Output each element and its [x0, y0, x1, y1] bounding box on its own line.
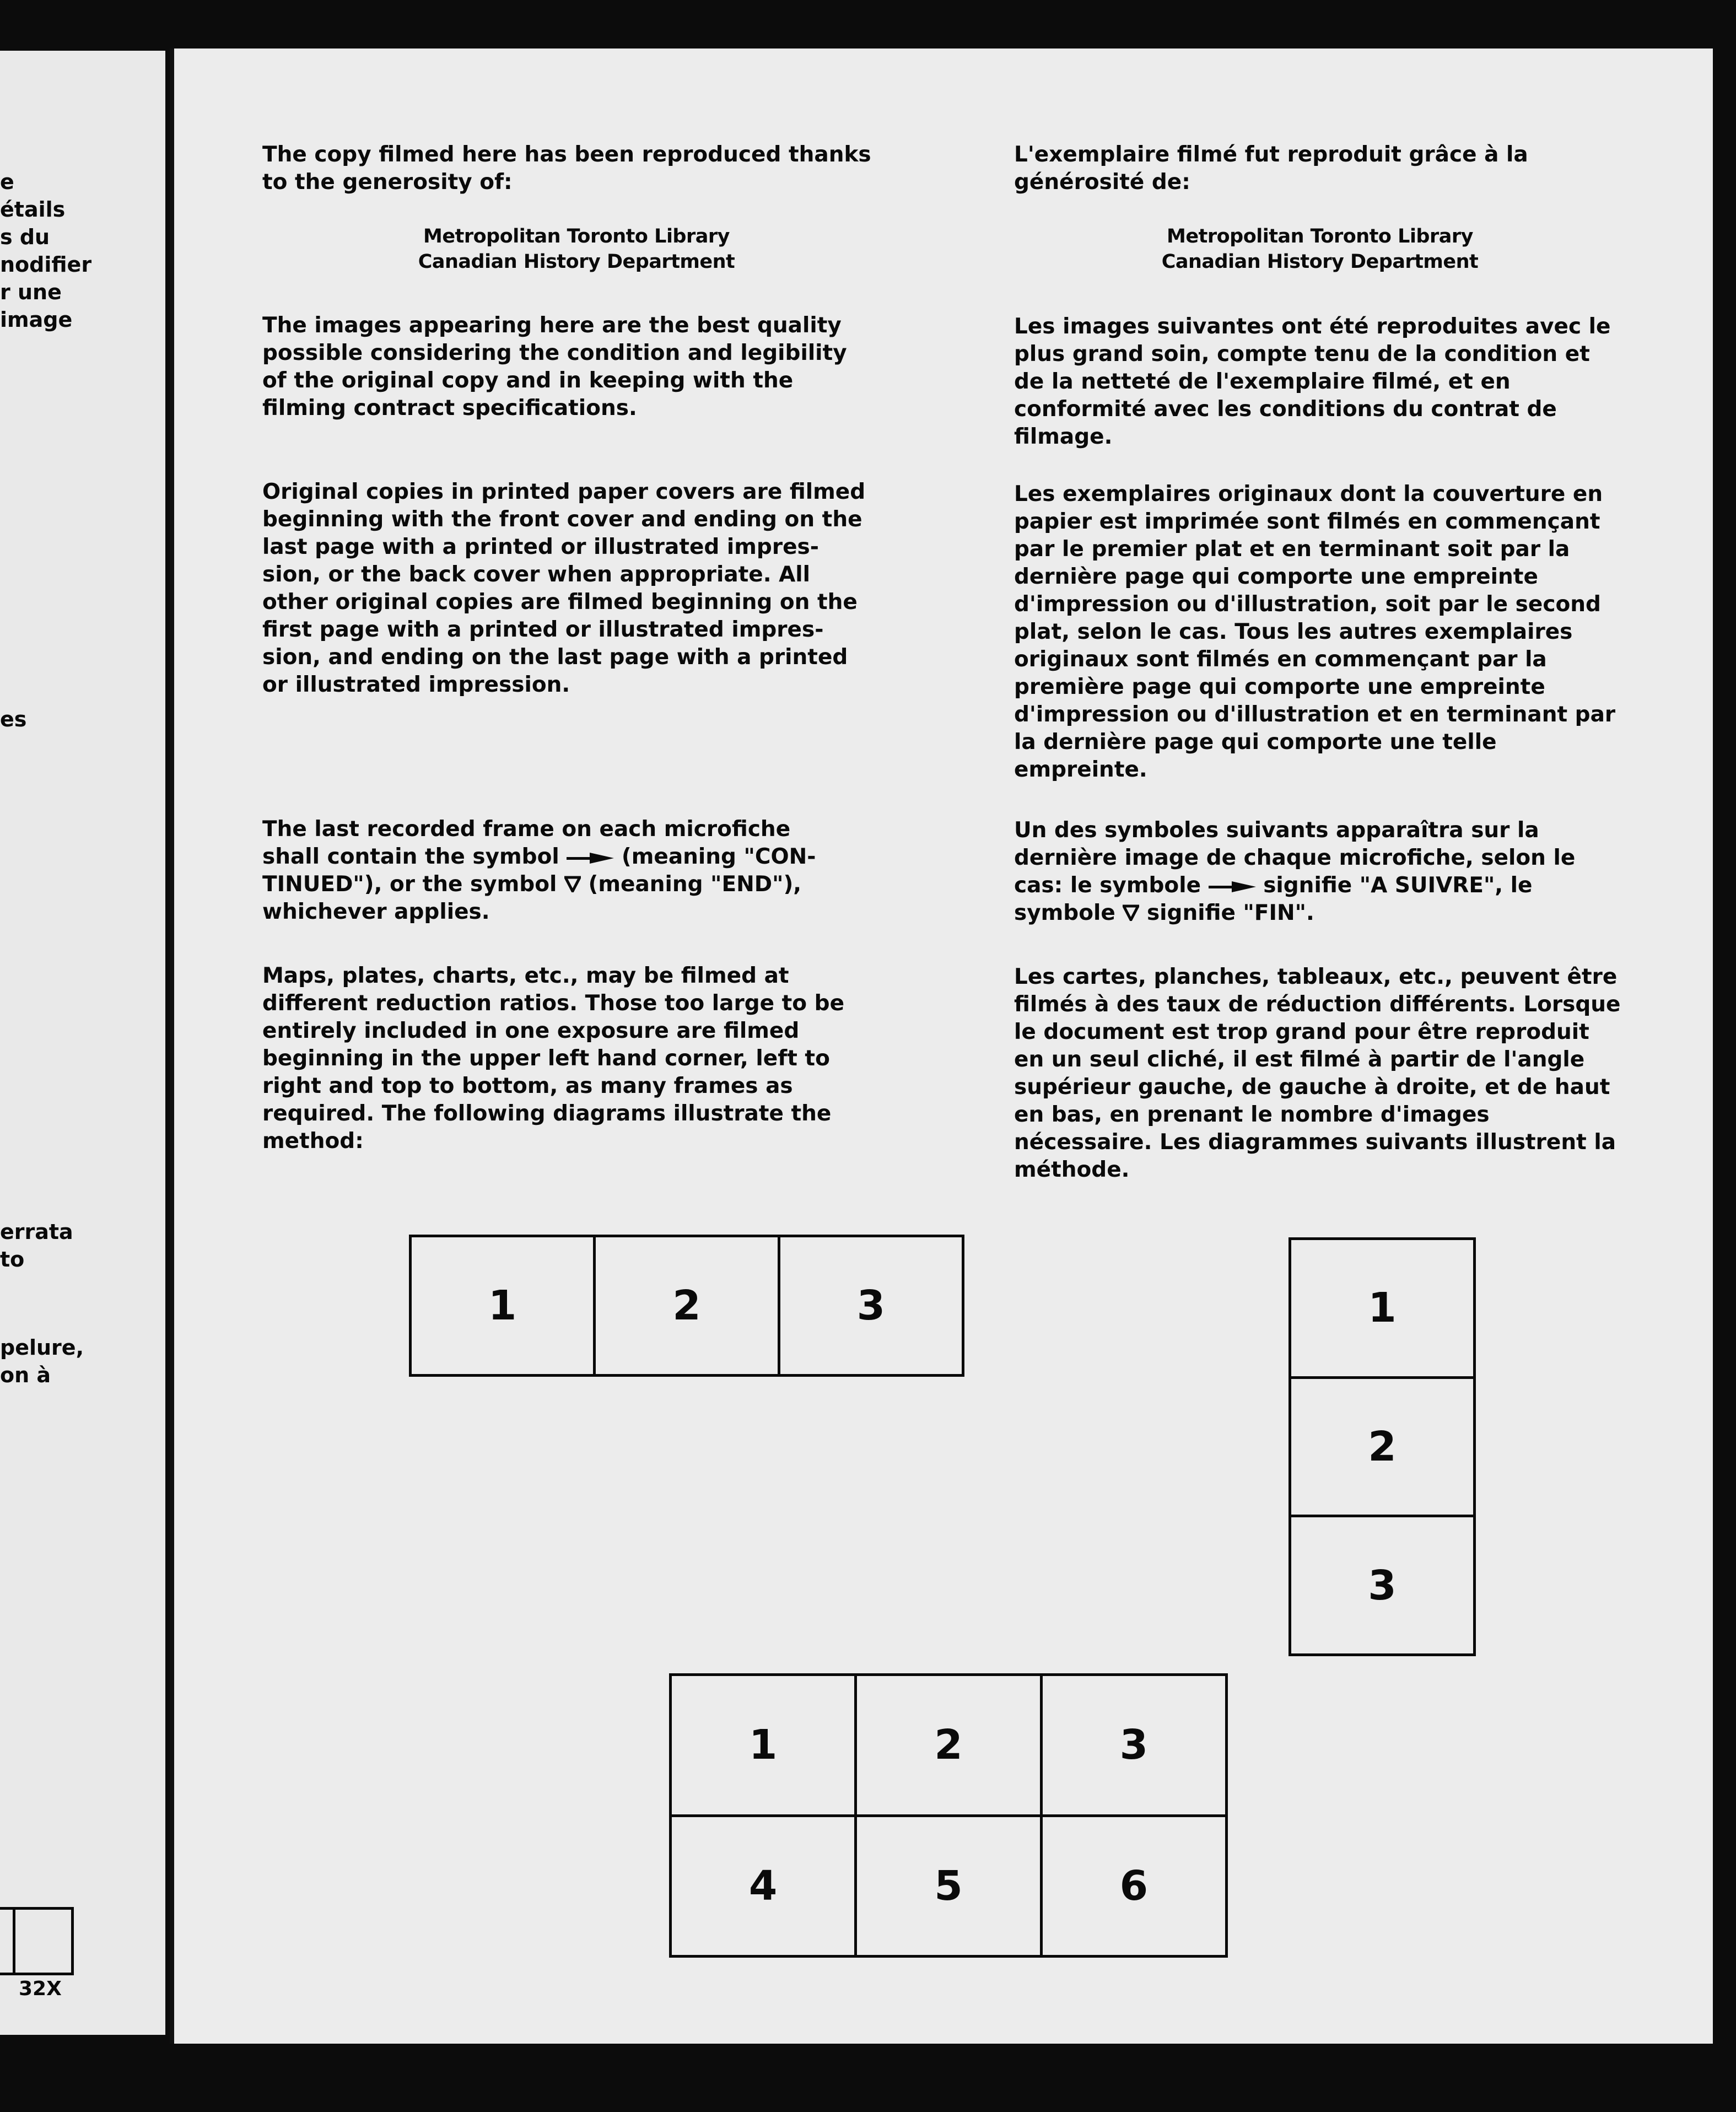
- english-symbol-note: The last recorded frame on each microfiche shall contain the symbol (meaning "CON-TINUED"), or the symbol (meaning "END"), whichever applies.: [262, 817, 816, 924]
- frame-cell: 2: [856, 1675, 1041, 1816]
- english-originals-note: Original copies in printed paper covers are filmed beginning with the front cover and ending on the last page with a printed or illustrated impres-sion, or the back cover when appropriate. All other original copies are filmed beginning on the first page with a printed or illustrated impres-sion, and ending on the last page with a printed or illustrated impression.: [262, 479, 866, 697]
- english-department: Canadian History Department: [418, 251, 735, 273]
- end-triangle-icon: [1123, 904, 1139, 921]
- english-library: Metropolitan Toronto Library: [423, 225, 730, 247]
- french-originals-note: Les exemplaires originaux dont la couverture en papier est imprimée sont filmés en commençant par le premier plat et en terminant soit par la dernière page qui comporte une empreinte d'impression ou d'illustration, soit par le second plat, selon le cas. Tous les autres exemplaires originaux sont filmés en commençant par la première page qui comporte une empreinte d'impression ou d'illustration et en terminant par la dernière page qui comporte une telle empreinte.: [1014, 482, 1616, 782]
- frame-cell: 1: [411, 1236, 595, 1376]
- french-library: Metropolitan Toronto Library: [1167, 225, 1473, 247]
- continued-arrow-icon: [1209, 881, 1256, 893]
- horizontal-frame-diagram: [409, 1235, 964, 1377]
- cut-off-text-fragment: s du: [0, 225, 50, 249]
- english-quality-note: The images appearing here are the best quality possible considering the condition and legibility of the original copy and in keeping with the filming contract specifications.: [262, 313, 847, 421]
- english-maps-note: Maps, plates, charts, etc., may be filmed at different reduction ratios. Those too large to be entirely included in one exposure are filmed beginning in the upper left hand corner, left to right and top to bottom, as many frames as required. The following diagrams illustrate the method:: [262, 963, 845, 1154]
- english-intro: The copy filmed here has been reproduced thanks to the generosity of:: [262, 142, 871, 195]
- frame-cell: 2: [595, 1236, 779, 1376]
- frame-cell: 5: [856, 1815, 1041, 1957]
- grid-frame-diagram: [669, 1673, 1228, 1958]
- microfiche-notice-page: [170, 49, 1713, 2044]
- frame-cell: 1: [1290, 1239, 1475, 1378]
- cut-off-text-fragment: errata: [0, 1220, 73, 1244]
- french-quality-note: Les images suivantes ont été reproduites avec le plus grand soin, compte tenu de la condition et de la netteté de l'exemplaire filmé, et en conformité avec les conditions du contrat de filmage.: [1014, 314, 1611, 449]
- vertical-frame-diagram: [1288, 1237, 1476, 1656]
- frame-cell: 3: [1041, 1675, 1226, 1816]
- frame-cell: 4: [671, 1815, 856, 1957]
- cut-off-text-fragment: r une: [0, 280, 62, 304]
- cut-off-text-fragment: es: [0, 707, 27, 731]
- cut-off-text-fragment: e: [0, 170, 14, 194]
- french-department: Canadian History Department: [1161, 251, 1479, 273]
- cut-off-text-fragment: to: [0, 1247, 25, 1271]
- frame-cell: 3: [1290, 1516, 1475, 1655]
- frame-cell: 3: [779, 1236, 963, 1376]
- cut-off-text-fragment: étails: [0, 197, 66, 222]
- french-symbol-note: Un des symboles suivants apparaîtra sur la dernière image de chaque microfiche, selon le cas: le symbole signifie "A SUIVRE", le symbole signifie "FIN".: [1014, 818, 1576, 925]
- end-triangle-icon: [564, 876, 581, 892]
- frame-cell: 2: [1290, 1377, 1475, 1516]
- french-intro: L'exemplaire filmé fut reproduit grâce à la générosité de:: [1014, 142, 1528, 195]
- cut-off-text-fragment: pelure,: [0, 1335, 84, 1360]
- frame-cell: 6: [1041, 1815, 1226, 1957]
- cut-off-text-fragment: image: [0, 308, 73, 332]
- continued-arrow-icon: [567, 852, 614, 864]
- cut-off-text-fragment: on à: [0, 1363, 51, 1387]
- previous-page-strip: [0, 51, 165, 2035]
- frame-cell: 1: [671, 1675, 856, 1816]
- scale-frame: [0, 1907, 74, 1975]
- cut-off-text-fragment: nodifier: [0, 252, 92, 277]
- scale-label: 32X: [19, 1978, 62, 2000]
- french-maps-note: Les cartes, planches, tableaux, etc., peuvent être filmés à des taux de réduction différents. Lorsque le document est trop grand pour être reproduit en un seul cliché, il est filmé à partir de l'angle supérieur gauche, de gauche à droite, et de haut en bas, en prenant le nombre d'images nécessaire. Les diagrammes suivants illustrent la méthode.: [1014, 965, 1621, 1182]
